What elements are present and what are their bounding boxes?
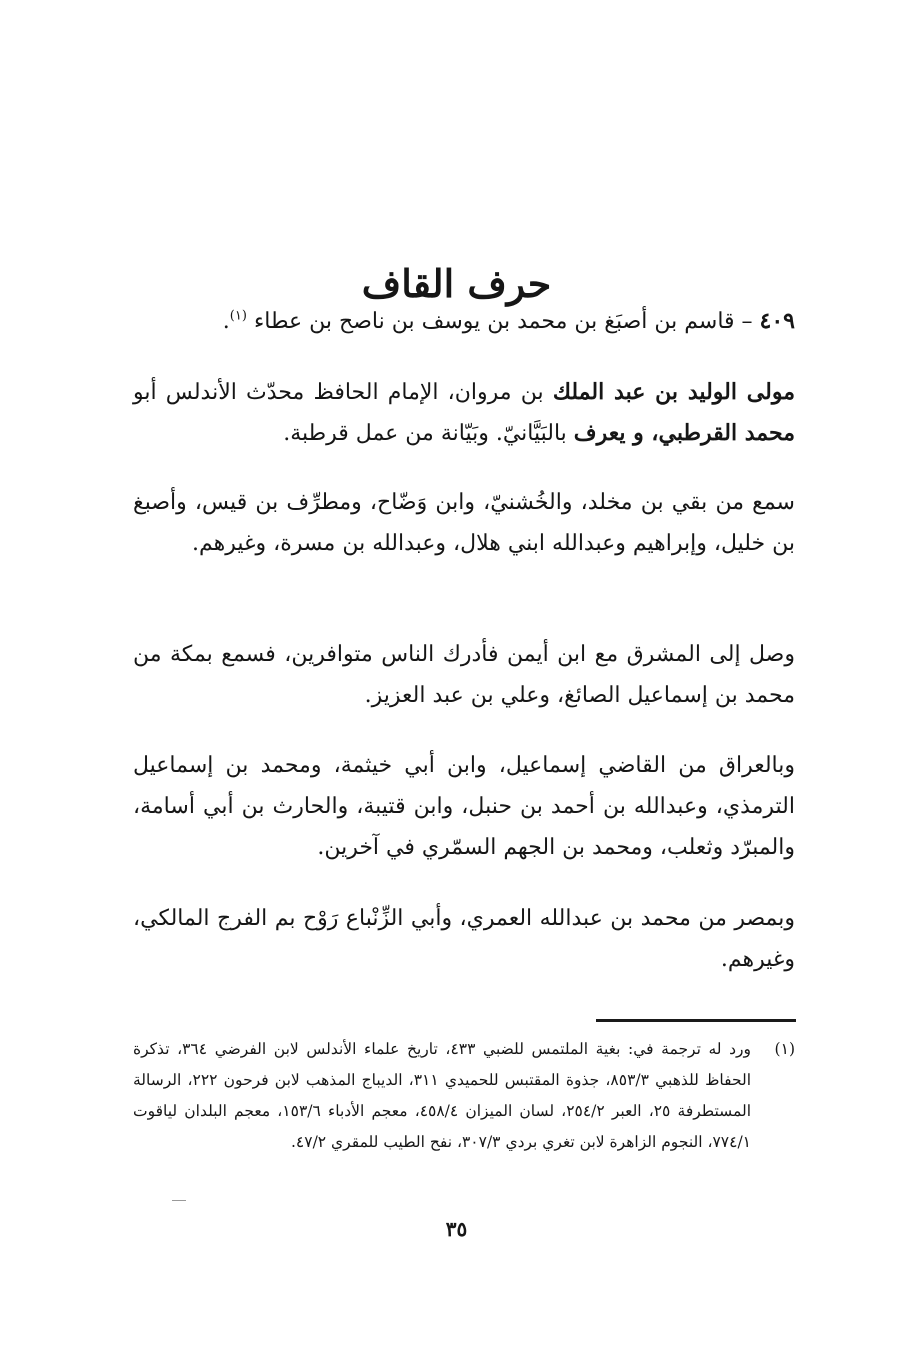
nisba-text: بالبَيَّانيّ. وبَيّانة من عمل قرطبة. <box>283 421 574 446</box>
patron-name: مولى الوليد بن عبد الملك <box>552 379 795 405</box>
entry-end: . <box>222 309 230 334</box>
kunya-name: محمد القرطبي، و يعرف <box>573 420 795 446</box>
scan-mark <box>172 1200 186 1201</box>
entry-title <box>133 301 795 342</box>
paragraph-east-travel: وصل إلى المشرق مع ابن أيمن فأدرك الناس متوافرين، فسمع بمكة من محمد بن إسماعيل الصائغ، وعلي بن عبد العزيز. <box>133 642 795 708</box>
paragraph-teachers-andalus: سمع من بقي بن مخلد، والخُشنيّ، وابن وَضّاح، ومطرِّف بن قيس، وأصبغ بن خليل، وإبراهيم وعبدالله ابني هلال، وعبدالله بن مسرة، وغيرهم. <box>133 490 795 556</box>
paragraph-lineage <box>133 372 795 454</box>
footnote-text: ورد له ترجمة في: بغية الملتمس للضبي ٤٣٣، تاريخ علماء الأندلس لابن الفرضي ٣٦٤، تذكرة الحفاظ للذهبي ٨٥٣/٣، جذوة المقتبس للحميدي ٣١١، الديباج المذهب لابن فرحون ٢٢٢، الرسالة المستطرفة ٢٥، العبر ٢٥٤/٢، لسان الميزان ٤٥٨/٤، معجم الأدباء ١٥٣/٦، معجم البلدان لياقوت ٧٧٤/١، النجوم الزاهرة لابن تغري بردي ٣٠٧/٣، نفح الطيب للمقري ٤٧/٢. <box>133 1040 752 1151</box>
footnote-reference[interactable]: (١) <box>229 308 247 324</box>
footnote <box>133 1034 795 1158</box>
entry-number: ٤٠٩ <box>759 308 795 334</box>
paragraph-iraq-teachers: وبالعراق من القاضي إسماعيل، وابن أبي خيثمة، ومحمد بن إسماعيل الترمذي، وعبدالله بن أحمد بن حنبل، وابن قتيبة، والحارث بن أبي أسامة، والمبرّد وثعلب، ومحمد بن الجهم السمّري في آخرين. <box>133 753 795 860</box>
page-number: ٣٥ <box>445 1217 468 1241</box>
lineage-text: بن مروان، الإمام الحافظ محدّث الأندلس أبو <box>133 380 553 405</box>
footnote-marker: (١) <box>774 1040 795 1058</box>
entry-dash: – <box>734 309 760 334</box>
footnote-divider <box>596 1019 796 1022</box>
paragraph-egypt-teachers: وبمصر من محمد بن عبدالله العمري، وأبي الزِّنْباع رَوْح بم الفرج المالكي، وغيرهم. <box>133 906 795 972</box>
chapter-heading: حرف القاف <box>361 261 552 307</box>
entry-name: قاسم بن أصبَغ بن محمد بن يوسف بن ناصح بن عطاء <box>253 309 735 334</box>
